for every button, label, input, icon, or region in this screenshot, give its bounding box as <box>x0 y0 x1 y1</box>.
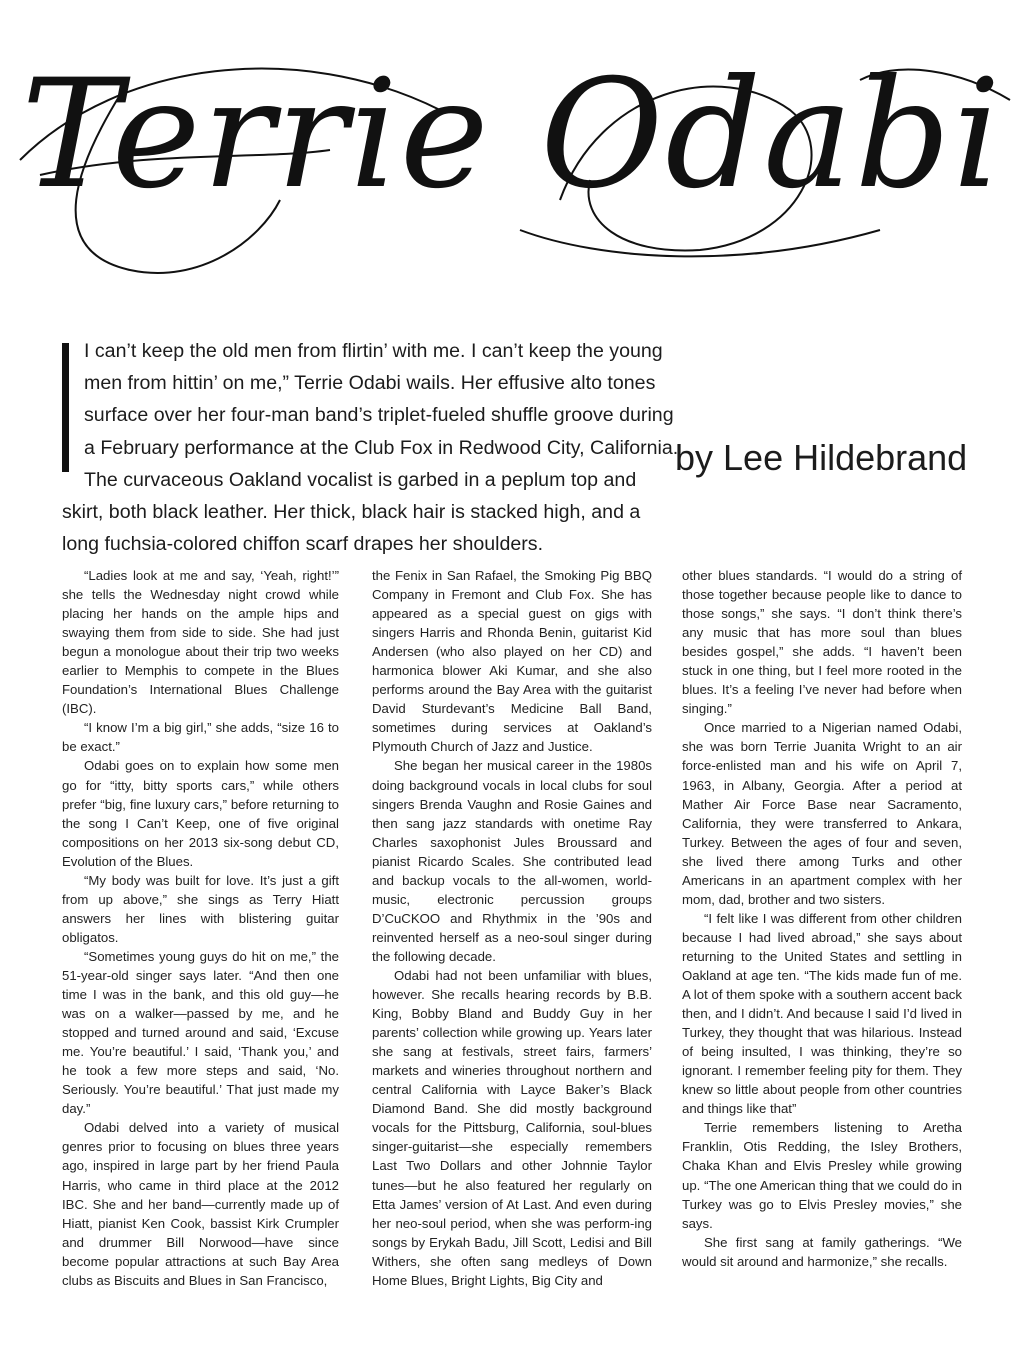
paragraph: Once married to a Nigerian named Odabi, she was born Terrie Juanita Wright to an air force-enlisted man and his wife on April 7, 1963, in Albany, Georgia. After a period at Mather Air Force Base near Sacramento, California, they were transferred to Ankara, Turkey. Between the ages of four and seven, she lived there among Turks and other Americans in an apartment complex with her mom, dad, brother and two sisters. <box>682 720 962 907</box>
lead-line: a February performance at the Club Fox in Redwood City, California. <box>84 436 679 459</box>
article-title <box>0 0 1024 310</box>
paragraph: “My body was built for love. It’s just a gift from up above,” she sings as Terry Hiatt answers her lines with blistering guitar obligatos. <box>62 872 339 945</box>
lead-paragraph <box>62 335 679 560</box>
body-column-2 <box>372 566 652 1290</box>
lead-line: long fuchsia-colored chiffon scarf drapes her shoulders. <box>62 533 544 556</box>
paragraph: Odabi had not been unfamiliar with blues, however. She recalls hearing records by B.B. King, Bobby Bland and Buddy Guy in her parents’ collection while growing up. Years later she sang at festivals, street fairs, farmers’ markets and wineries throughout northern and central California with Layce Baker’s Black Diamond Band. She did mostly background vocals for the Pittsburg, California, soul-blues singer-guitarist—she especially remembers Last Two Dollars and other Johnnie Taylor tunes—but he also featured her regularly on Etta James’ version of At Last. And even during her neo-soul period, when she was perform-ing songs by Erykah Badu, Jill Scott, Ledisi and Bill Withers, she often sang medleys of Down Home Blues, Bright Lights, Big City and <box>372 967 652 1288</box>
paragraph: the Fenix in San Rafael, the Smoking Pig BBQ Company in Fremont and Club Fox. She has appeared as a special guest on gigs with singers Harris and Rhonda Benin, guitarist Kid Andersen (who also played on her CD) and harmonica blower Aki Kumar, and she also performs around the Bay Area with the guitarist David Sturdevant’s Medicine Ball Band, sometimes during services at Oakland’s Plymouth Church of Jazz and Justice. <box>372 568 652 755</box>
paragraph: “Sometimes young guys do hit on me,” the 51-year-old singer says later. “And then one time I was in the bank, and this old guy—he was on a walker—passed by me, and he stopped and turned around and said, ‘Excuse me. You’re beautiful.’ I said, ‘Thank you,’ and he took a few more steps and said, ‘No. Seriously. You’re beautiful.’ That just made my day.” <box>62 948 339 1117</box>
paragraph: “Ladies look at me and say, ‘Yeah, right!’” she tells the Wednesday night crowd while placing her hands on the ample hips and swaying them from side to side. She had just begun a monologue about their trip two weeks earlier to Memphis to compete in the Blues Foundation’s International Blues Challenge (IBC). <box>62 568 339 717</box>
paragraph: “I know I’m a big girl,” she adds, “size 16 to be exact.” <box>62 720 339 755</box>
lead-line: skirt, both black leather. Her thick, black hair is stacked high, and a <box>62 501 641 524</box>
body-column-1 <box>62 566 339 1290</box>
lead-line: I can’t keep the old men from flirtin’ with me. I can’t keep the young <box>84 340 663 362</box>
paragraph: Odabi delved into a variety of musical genres prior to focusing on blues three years ago, inspired in large part by her friend Paula Harris, who came in third place at the 2012 IBC. She and her band—currently made up of Hiatt, pianist Ken Cook, bassist Kirk Crumpler and drummer Bill Norwood—have since become popular attractions at such Bay Area clubs as Biscuits and Blues in San Francisco, <box>62 1120 339 1288</box>
paragraph: She first sang at family gatherings. “We would sit around and harmonize,” she recalls. <box>682 1234 962 1269</box>
paragraph: She began her musical career in the 1980s doing background vocals in local clubs for soul singers Brenda Vaughn and Rosie Gaines and then sang jazz standards with onetime Ray Charles saxophonist Jules Broussard and pianist Ricardo Scales. She contributed lead and backup vocals to the all-women, world-music, electronic percussion groups D’CuCKOO and Rhythmix in the ’90s and reinvented herself as a neo-soul singer during the following decade. <box>372 758 652 964</box>
body-column-3 <box>682 566 962 1271</box>
paragraph: Terrie remembers listening to Aretha Franklin, Otis Redding, the Isley Brothers, Chaka Khan and Elvis Presley while growing up. “The one American thing that we could do in Turkey was go to Elvis Presley movies,” she says. <box>682 1120 962 1231</box>
lead-line: The curvaceous Oakland vocalist is garbed in a peplum top and <box>84 468 637 491</box>
paragraph: “I felt like I was different from other children because I had lived abroad,” she says about returning to the United States and settling in Oakland at age ten. “The kids made fun of me. A lot of them spoke with a southern accent back then, and I didn’t. And because I said I’d lived in Turkey, they thought that was hilarious. Instead of being insulted, I was thinking, they’re so ignorant. I remember feeling pity for them. They knew so little about people from other countries and things like that” <box>682 910 962 1117</box>
paragraph: Odabi goes on to explain how some men go for “itty, bitty sports cars,” while others prefer “big, fine luxury cars,” before returning to the song I Can’t Keep, one of five original compositions on her 2013 six-song debut CD, Evolution of the Blues. <box>62 758 339 869</box>
lead-line: surface over her four-man band’s triplet-fueled shuffle groove during <box>84 404 674 427</box>
lead-line: men from hittin’ on me,” Terrie Odabi wails. Her effusive alto tones <box>84 372 656 395</box>
byline: by Lee Hildebrand <box>675 437 968 478</box>
paragraph: other blues standards. “I would do a string of those together because people like to dance to those songs,” she says. “I don’t think there’s any music that has more soul than blues besides gospel,” she adds. “I haven’t been stuck in one thing, but I feel more rooted in the blues. It’s a feeling I’ve never had before when singing.” <box>682 568 962 717</box>
title-text: Terrie Odabi <box>21 48 1003 222</box>
